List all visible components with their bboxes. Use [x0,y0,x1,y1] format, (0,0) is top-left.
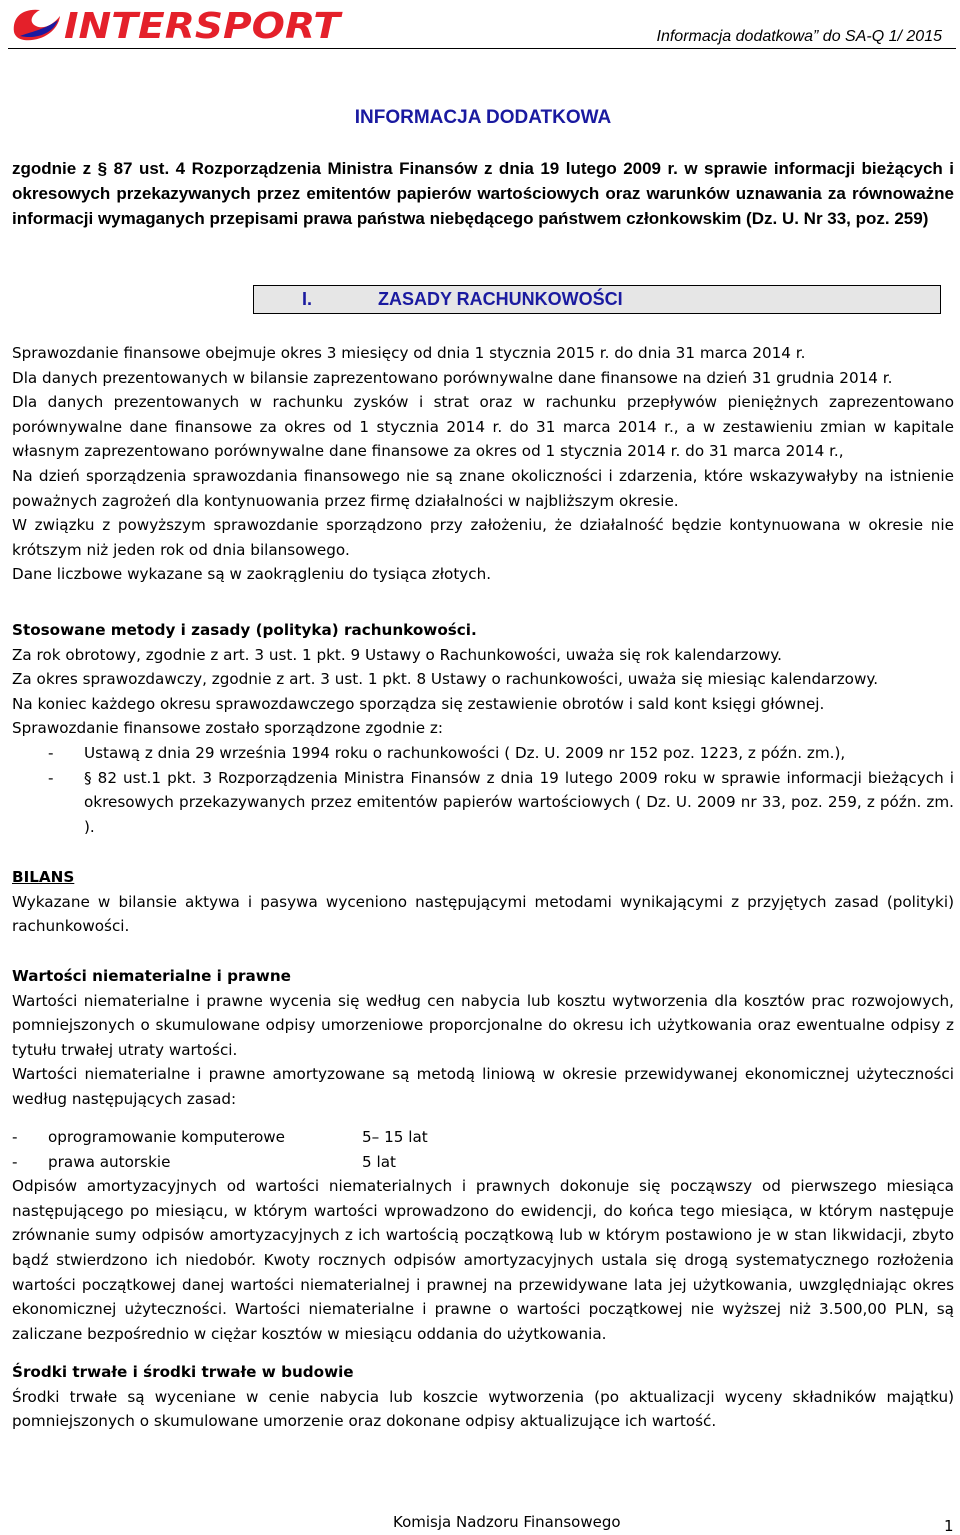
logo-text: INTERSPORT [64,6,343,46]
paragraph: Środki trwałe są wyceniane w cenie nabycia lub koszcie wytworzenia (po aktualizacji wyceny składników majątku) pomniejszonych o skumulowane umorzenie oraz dokonane odpisy aktualizujące ich wartość. [12,1387,954,1431]
header-divider [8,48,956,49]
list-item: - prawa autorskie 5 lat [12,1152,396,1171]
section-title: ZASADY RACHUNKOWOŚCI [378,289,623,309]
methods-heading: Stosowane metody i zasady (polityka) rachunkowości. [12,621,477,639]
intro-paragraph: zgodnie z § 87 ust. 4 Rozporządzenia Ministra Finansów z dnia 19 lutego 2009 r. w sprawie informacji bieżących i okresowych przekazywanych przez emitentów papierów wartościowych oraz warunków uznawania za równoważne informacji wymaganych przepisami prawa państwa niebędącego państwem członkowskim (Dz. U. Nr 33, poz. 259) [12,159,954,228]
paragraph: Odpisów amortyzacyjnych od wartości niematerialnych i prawnych dokonuje się począwszy od pierwszego miesiąca następującego po miesiącu, w którym wartości wprowadzono do ewidencji, do końca tego miesiąca, w którym następuje zrównanie sumy odpisów amortyzacyjnych z ich wartością początkową lub w którym postawiono je w stan likwidacji, zbyto bądź stwierdzono ich niedobór. Kwoty rocznych odpisów amortyzacyjnych ustala się drogą systematycznego rozłożenia wartości początkowej danej wartości niematerialnej i prawnej na przewidywane lata jej użytkowania, uwzględniając okres ekonomicznej użyteczności. Wartości niematerialne i prawne o wartości początkowej nie wyższej niż 3.500,00 PLN, są zaliczane bezpośrednio w ciężar kosztów w miesiącu oddania do użytkowania. [12,1177,954,1343]
amortization-list [12,1125,954,1346]
document-title: INFORMACJA DODATKOWA [354,107,612,128]
header-title: Informacja dodatkowa” do SA-Q 1/ 2015 [656,28,942,45]
paragraph: Dla danych prezentowanych w bilansie zaprezentowano porównywalne dane finansowe na dzień 31 grudnia 2014 r. [12,368,893,387]
intangibles-heading: Wartości niematerialne i prawne [12,967,291,985]
section-number: I. [302,289,313,309]
footer-text: Komisja Nadzoru Finansowego [393,1513,621,1531]
list-item: - oprogramowanie komputerowe 5– 15 lat [12,1128,428,1146]
list-item: - § 82 ust.1 pkt. 3 Rozporządzenia Ministra Finansów z dnia 19 lutego 2009 roku w sprawie informacji bieżących i okresowych przekazywanych przez emitentów papierów wartościowych ( Dz. U. 2009 nr 33, poz. 259, z późn. zm. ). [48,768,954,836]
paragraph: Dla danych prezentowanych w rachunku zysków i strat oraz w rachunku przepływów pieniężnych zaprezentowano porównywalne dane finansowe za okres od 1 stycznia 2014 r. do 31 marca 2014 r., a w zestawieniu zmian w kapitale własnym zaprezentowano porównywalne dane finansowe za okres od 1 stycznia 2014 r. do 31 marca 2014 r., [12,393,954,461]
paragraph: W związku z powyższym sprawozdanie sporządzono przy założeniu, że działalność będzie kontynuowana w okresie nie krótszym niż jeden rok od dnia bilansowego. [12,516,954,559]
swoosh-icon [14,10,60,41]
paragraph: Na koniec każdego okresu sprawozdawczego sporządza się zestawienie obrotów i sald kont księgi głównej. [12,694,825,713]
page-number: 1 [944,1517,954,1535]
fixed-assets-heading: Środki trwałe i środki trwałe w budowie [12,1363,354,1381]
paragraph: Wykazane w bilansie aktywa i pasywa wyceniono następującymi metodami wynikającymi z przyjętych zasad (polityki) rachunkowości. [12,892,954,936]
paragraph: Wartości niematerialne i prawne wycenia się według cen nabycia lub kosztu wytworzenia dla kosztów prac rozwojowych, pomniejszonych o skumulowane odpisy umorzeniowe proporcjonalne do okresu ich użytkowania oraz ewentualne odpisy z tytułu trwałej utraty wartości. [12,991,954,1059]
accounting-period-block [12,341,954,587]
list-item: - Ustawą z dnia 29 września 1994 roku o rachunkowości ( Dz. U. 2009 nr 152 poz. 1223, z późn. zm.), [48,743,846,762]
paragraph: Wartości niematerialne i prawne amortyzowane są metodą liniową w okresie przewidywanej ekonomicznej użyteczności według następujących zasad: [12,1065,954,1108]
paragraph: Sprawozdanie finansowe obejmuje okres 3 miesięcy od dnia 1 stycznia 2015 r. do dnia 31 marca 2014 r. [12,344,806,362]
intangibles-block [12,964,954,1112]
fixed-assets-block [12,1360,954,1434]
section-heading-box [253,285,941,314]
paragraph: Dane liczbowe wykazane są w zaokrągleniu do tysiąca złotych. [12,565,492,584]
bilans-block [12,865,954,939]
paragraph: Na dzień sporządzenia sprawozdania finansowego nie są znane okoliczności i zdarzenia, które wskazywałyby na istnienie poważnych zagrożeń dla kontynuowania przez firmę działalności w najbliższym okresie. [12,466,954,510]
paragraph: Sprawozdanie finansowe zostało sporządzone zgodnie z: [12,719,443,738]
bilans-heading: BILANS [12,868,75,886]
paragraph: Za rok obrotowy, zgodnie z art. 3 ust. 1 pkt. 9 Ustawy o Rachunkowości, uważa się rok kalendarzowy. [12,645,782,664]
methods-block [12,618,954,839]
intersport-logo [10,2,350,46]
page-header [0,0,960,52]
paragraph: Za okres sprawozdawczy, zgodnie z art. 3 ust. 1 pkt. 8 Ustawy o rachunkowości, uważa się miesiąc kalendarzowy. [12,670,879,689]
